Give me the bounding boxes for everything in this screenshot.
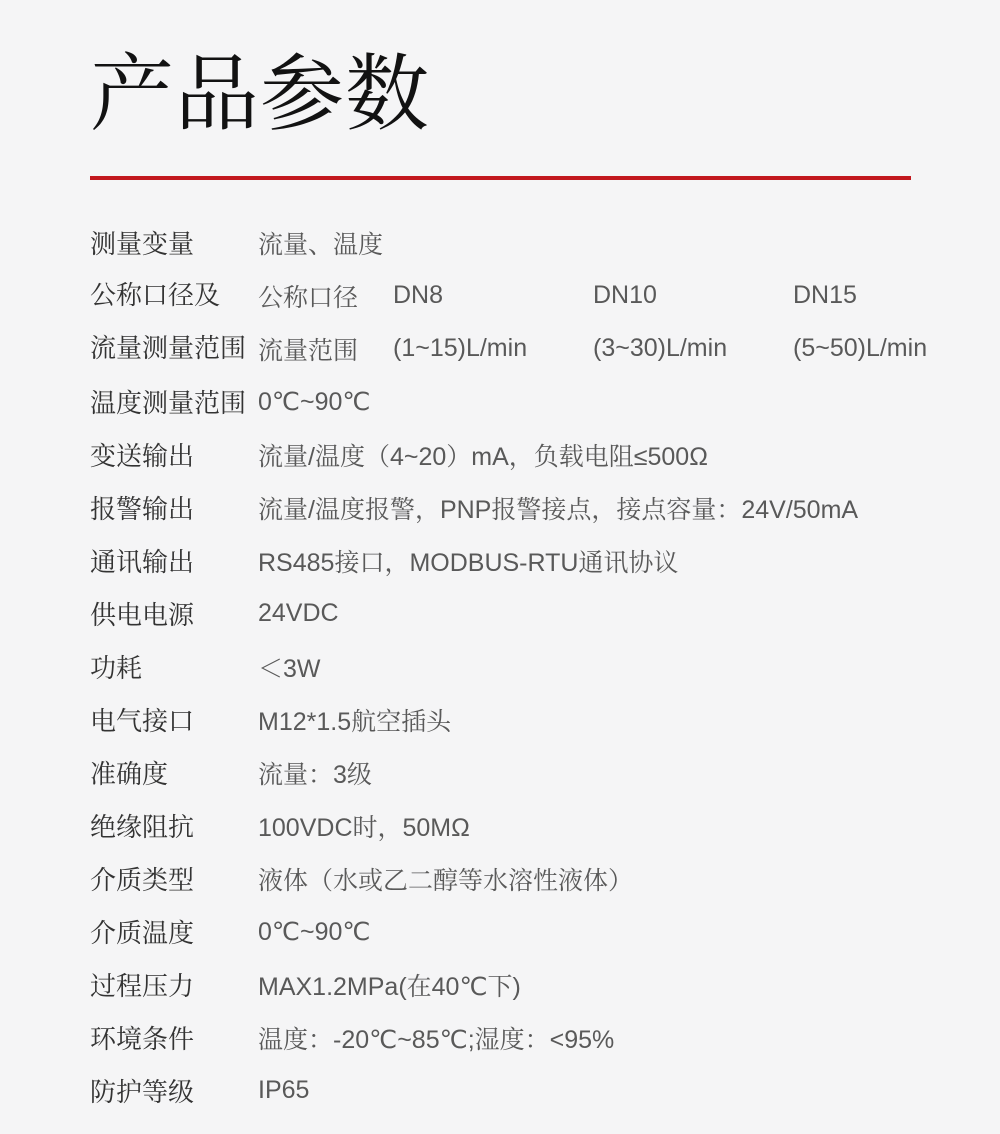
spec-value: 24VDC — [258, 599, 339, 627]
flow-range-dn8: (1~15)L/min — [393, 334, 528, 362]
spec-row-communication-output — [90, 534, 911, 587]
spec-value: M12*1.5航空插头 — [258, 707, 452, 736]
spec-label: 环境条件 — [90, 1024, 195, 1054]
spec-row-temperature-range — [90, 375, 911, 428]
spec-row-electrical-connection — [90, 693, 911, 746]
spec-row-alarm-output — [90, 481, 911, 534]
spec-row-process-pressure — [90, 958, 911, 1011]
spec-label: 测量变量 — [90, 229, 195, 259]
spec-label: 温度测量范围 — [90, 388, 247, 418]
spec-row-measured-variable — [90, 216, 911, 269]
title-divider — [90, 176, 911, 180]
spec-row-accuracy — [90, 746, 911, 799]
spec-label: 功耗 — [90, 653, 143, 683]
spec-label: 防护等级 — [90, 1077, 195, 1107]
flow-range-dn10: (3~30)L/min — [593, 334, 728, 362]
spec-value: MAX1.2MPa(在40℃下) — [258, 972, 521, 1001]
spec-value: IP65 — [258, 1076, 310, 1104]
nominal-diameter-subheader: 公称口径 — [258, 283, 359, 312]
spec-label: 过程压力 — [90, 971, 195, 1001]
spec-row-power-supply — [90, 587, 911, 640]
spec-label: 介质类型 — [90, 865, 195, 895]
spec-label: 报警输出 — [90, 494, 195, 524]
spec-value: RS485接口，MODBUS-RTU通讯协议 — [258, 548, 679, 577]
spec-row-medium-temperature — [90, 905, 911, 958]
spec-value: 流量：3级 — [258, 760, 372, 789]
nominal-diameter-dn15: DN15 — [793, 281, 857, 309]
spec-label: 通讯输出 — [90, 547, 195, 577]
spec-row-nominal-diameter-flow-range — [90, 269, 928, 375]
spec-list — [90, 216, 928, 1117]
spec-value: 0℃~90℃ — [258, 917, 371, 946]
nominal-diameter-dn8: DN8 — [393, 281, 444, 309]
nominal-diameter-dn10: DN10 — [593, 281, 657, 309]
spec-value: ＜3W — [258, 654, 321, 683]
spec-value: 流量、温度 — [258, 230, 384, 259]
spec-row-power-consumption — [90, 640, 911, 693]
spec-value: 0℃~90℃ — [258, 387, 371, 416]
spec-label: 绝缘阻抗 — [90, 812, 195, 842]
spec-label: 变送输出 — [90, 441, 195, 471]
spec-row-ambient-conditions — [90, 1011, 911, 1064]
spec-label: 供电电源 — [90, 600, 195, 630]
spec-value: 100VDC时，50MΩ — [258, 813, 470, 842]
spec-row-insulation-resistance — [90, 799, 911, 852]
spec-row-protection-rating — [90, 1064, 911, 1117]
spec-label-line-1: 公称口径及 — [90, 280, 221, 310]
spec-value: 流量/温度报警，PNP报警接点，接点容量：24V/50mA — [258, 495, 859, 524]
flow-range-subheader: 流量范围 — [258, 336, 359, 365]
page-title: 产品参数 — [90, 47, 431, 141]
spec-label — [90, 269, 258, 375]
spec-label-line-2: 流量测量范围 — [90, 333, 247, 363]
spec-row-transmitter-output — [90, 428, 911, 481]
spec-row-medium-type — [90, 852, 911, 905]
flow-range-dn15: (5~50)L/min — [793, 334, 928, 362]
spec-value: 流量/温度（4~20）mA，负载电阻≤500Ω — [258, 442, 708, 471]
spec-label: 准确度 — [90, 759, 169, 789]
spec-label: 电气接口 — [90, 706, 195, 736]
nominal-diameter-table — [258, 269, 927, 375]
spec-value: 液体（水或乙二醇等水溶性液体） — [258, 866, 634, 895]
spec-label: 介质温度 — [90, 918, 195, 948]
spec-value: 温度：-20℃~85℃;湿度：<95% — [258, 1025, 615, 1054]
